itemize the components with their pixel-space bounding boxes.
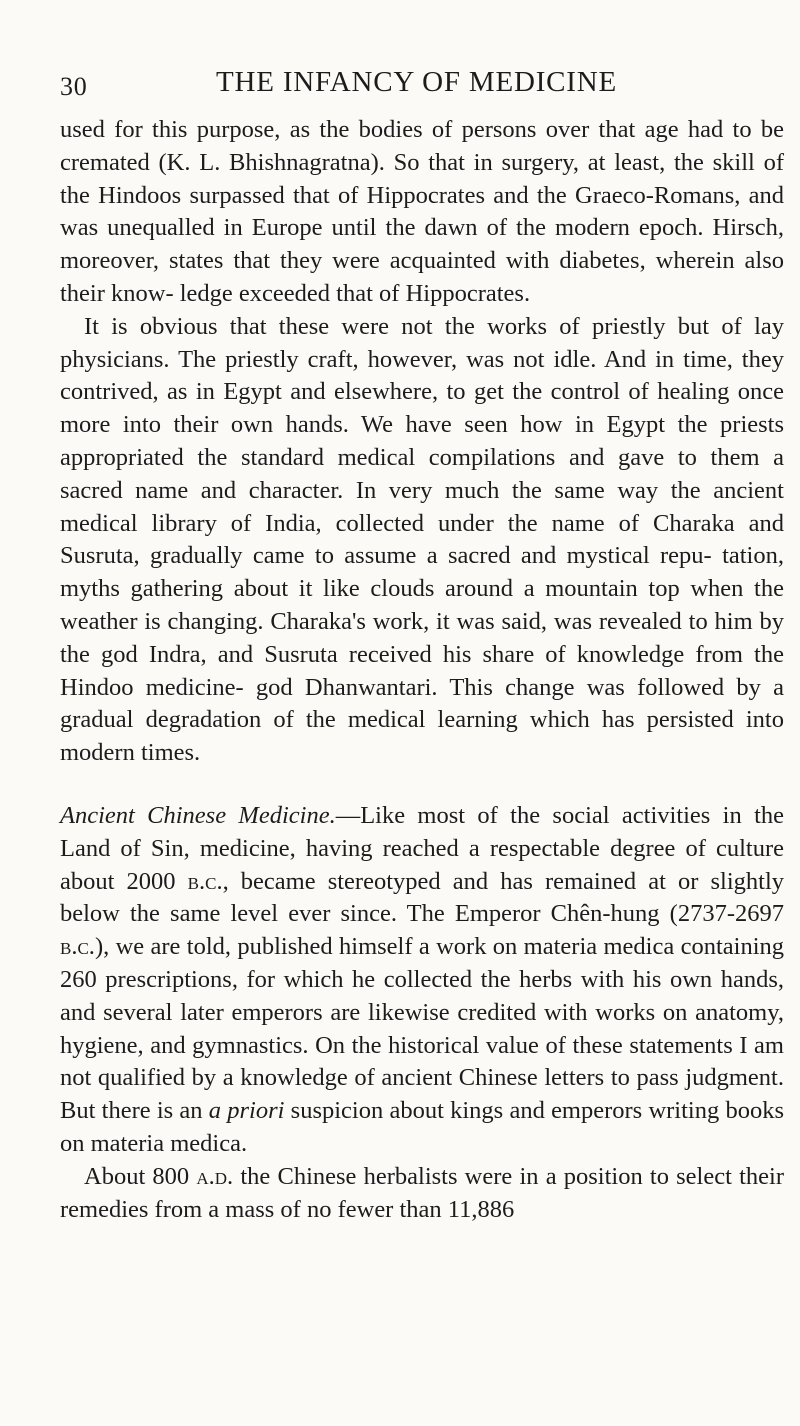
book-page (60, 66, 784, 1406)
a-priori-phrase: a priori (208, 1097, 285, 1125)
paragraph-3-text-c: ), we are told, published himself a work on materia medica containing 260 prescriptions, for which he collected the herbs with his own hands, and several later emperors are likewise credited with works on anatomy, hygiene, and gymnastics. On the historical value of these statements I am not qualified by a knowledge of ancient Chinese letters to pass judgment. But there is an (60, 933, 784, 1125)
paragraph-2: It is obvious that these were not the works of priestly but of lay physicians. The priestly craft, however, was not idle. And in time, they contrived, as in Egypt and elsewhere, to get the control of healing once more into their own hands. We have seen how in Egypt the priests appropriated the standard medical compilations and gave to them a sacred name and character. In very much the same way the ancient medical library of India, collected under the name of Charaka and Susruta, gradually came to assume a sacred and mystical repu- tation, myths gathering about it like clouds around a mountain top when the weather is changing. Charaka's work, it was said, was revealed to him by the god Indra, and Susruta received his share of knowledge from the Hindoo medicine- god Dhanwantari. This change was followed by a gradual degradation of the medical learning which has persisted into modern times. (60, 312, 784, 767)
era-abbrev-bc-1: b.c. (187, 867, 223, 895)
era-abbrev-bc-2: b.c. (60, 933, 95, 961)
paragraph-3 (60, 800, 784, 1161)
body-text (60, 114, 784, 1226)
paragraph-1: used for this purpose, as the bodies of persons over that age had to be cremated (K. L. Bhishnagratna). So that in surgery, at least, the skill of the Hindoos surpassed that of Hippocrates and the Graeco-Romans, and was unequalled in Europe until the dawn of the modern epoch. Hirsch, moreover, states that they were acquainted with diabetes, wherein also their know- ledge exceeded that of Hippocrates. (60, 116, 784, 307)
paragraph-4-text-b: the Chinese herbalists were in a position to select their remedies from a mass of no fewer than 11,886 (60, 1162, 784, 1223)
paragraph-3-text-b: , became stereotyped and has remained at or slightly below the same level ever since. The Emperor Chên-hung (2737-2697 (60, 867, 785, 928)
page-number: 30 (60, 72, 88, 101)
paragraph-3-text-d: suspicion about kings and emperors writing books on materia medica. (60, 1097, 784, 1157)
paragraph-4-text-a: About 800 (84, 1162, 197, 1190)
paragraph-3-text-a: —Like most of the social activities in the Land of Sin, medicine, having reached a respectable degree of culture about 2000 (60, 801, 784, 895)
paragraph-4 (60, 1161, 784, 1227)
running-head (60, 66, 784, 114)
era-abbrev-ad: a.d. (196, 1162, 234, 1190)
chapter-title: THE INFANCY OF MEDICINE (216, 66, 618, 98)
section-heading: Ancient Chinese Medicine. (60, 801, 336, 829)
